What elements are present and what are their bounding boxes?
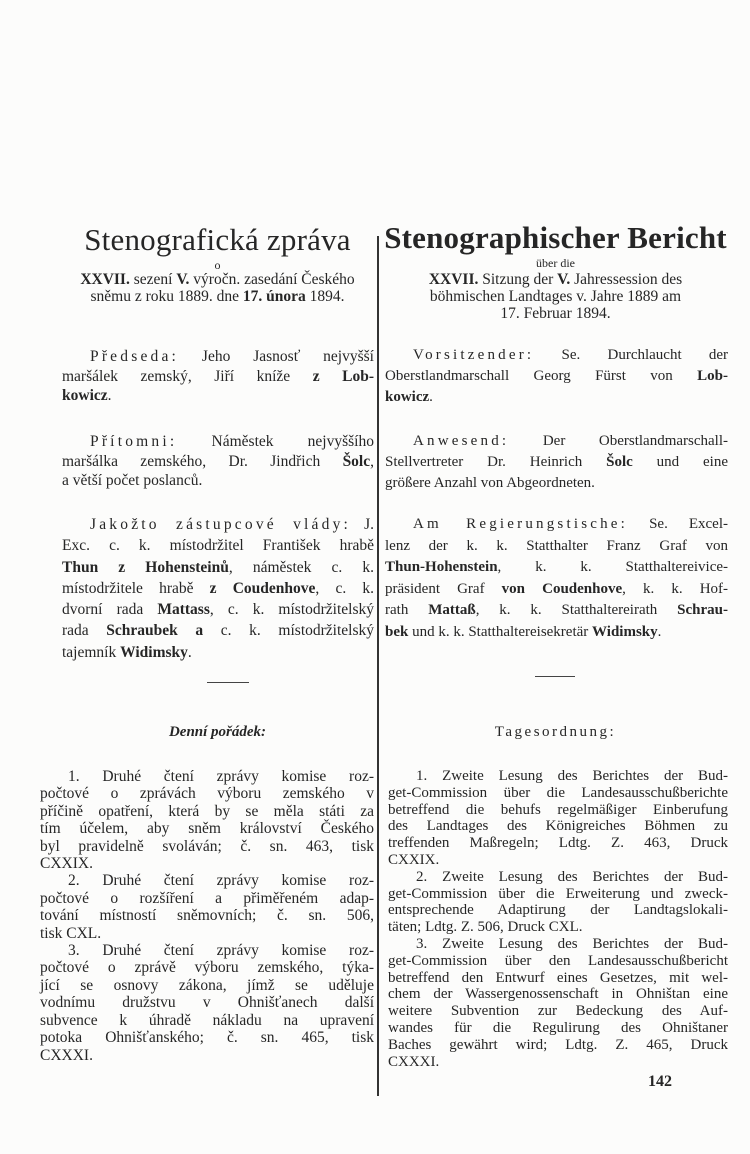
text-line bbox=[388, 1037, 728, 1054]
german-title: Stenographischer Bericht bbox=[384, 220, 727, 255]
text-run: 1. Druhé čtení zprávy komise roz- bbox=[68, 768, 374, 785]
bold-name: z Coudenhove bbox=[209, 579, 316, 597]
text-line bbox=[385, 579, 728, 601]
german-regierung bbox=[385, 514, 728, 643]
text-run: subvence k úhradě nákladu na upravení bbox=[40, 1011, 374, 1029]
czech-separator bbox=[207, 682, 249, 683]
text-run: . bbox=[657, 623, 662, 640]
bold-name: von Coudenhove bbox=[501, 580, 623, 597]
text-run: Oberstlandmarschall Georg Fürst von bbox=[385, 368, 698, 384]
german-agenda bbox=[388, 768, 728, 1070]
text-run: CXXIX. bbox=[40, 855, 93, 873]
agenda-item bbox=[388, 768, 728, 869]
text-run: Sitzung der bbox=[478, 271, 558, 288]
bold-name: Mattaß bbox=[428, 602, 476, 618]
bold-name: z Lob- bbox=[312, 367, 374, 385]
czech-pritomni bbox=[62, 432, 374, 491]
text-line bbox=[385, 557, 728, 579]
text-run: get-Commission über den Landesausschußbericht bbox=[388, 952, 728, 969]
text-line bbox=[62, 642, 374, 663]
text-run: böhmischen Landtages v. Jahre 1889 am bbox=[429, 288, 682, 305]
text-run: , c. k. místodržitelský bbox=[209, 601, 375, 619]
text-run: Exc. c. k. místodržitel František hrabě bbox=[62, 537, 374, 555]
text-line bbox=[62, 386, 374, 406]
bold-name: Schraubek a bbox=[106, 622, 204, 640]
text-run: betreffend den Entwurf eines Gesetzes, mit wel- bbox=[388, 969, 728, 986]
text-run: 17. Februar 1894. bbox=[500, 305, 611, 322]
agenda-item bbox=[40, 872, 374, 942]
text-run: get-Commission über die Erweiterung und zweck- bbox=[388, 885, 728, 902]
german-header bbox=[383, 271, 728, 322]
text-line bbox=[388, 1003, 728, 1020]
text-line bbox=[40, 959, 374, 976]
text-line bbox=[40, 820, 374, 837]
text-run: und eine bbox=[632, 454, 729, 470]
czech-agenda bbox=[40, 768, 374, 1064]
agenda-item bbox=[388, 869, 728, 936]
text-line bbox=[388, 785, 728, 802]
text-run: dvorní rada bbox=[62, 601, 158, 619]
text-run: lenz der k. k. Statthalter Franz Graf von bbox=[385, 537, 728, 554]
text-line bbox=[40, 855, 374, 872]
text-run: sezení bbox=[129, 271, 177, 288]
text-line bbox=[60, 271, 375, 288]
text-run: chem der Wassergenossenschaft in Ohništan eine bbox=[388, 986, 728, 1003]
text-run: místodržitele hrabě bbox=[62, 579, 210, 597]
text-run: Se. Durchlaucht der bbox=[534, 347, 728, 363]
text-run: jící se osnovy zákona, jímž se uděluje bbox=[40, 976, 374, 994]
text-run: Se. Excel- bbox=[628, 516, 729, 532]
bold-name: Widimsky bbox=[120, 643, 188, 661]
text-line bbox=[40, 1012, 374, 1029]
text-run: 3. Zweite Lesung des Berichtes der Bud- bbox=[416, 935, 728, 952]
text-run: příčině opatření, která by se měla státi za bbox=[40, 802, 374, 820]
text-run: und k. k. Statthaltereisekretär bbox=[408, 623, 593, 640]
text-run: , k. k. Statthaltereivice- bbox=[497, 559, 728, 575]
text-line bbox=[388, 919, 728, 936]
text-run: tování místností sněmovních; č. sn. 506, bbox=[40, 907, 374, 925]
text-run: byl pravidelně svoláván; č. sn. 463, tisk bbox=[40, 837, 374, 855]
text-line bbox=[40, 1029, 374, 1046]
text-run: CXXXI. bbox=[388, 1053, 440, 1070]
text-run: Jahressession des bbox=[570, 271, 683, 288]
text-line bbox=[40, 768, 374, 785]
text-line bbox=[40, 925, 374, 942]
text-line bbox=[385, 622, 728, 644]
text-line bbox=[40, 803, 374, 820]
text-line bbox=[385, 536, 728, 558]
text-line bbox=[40, 977, 374, 994]
text-run: c. k. místodržitelský bbox=[203, 622, 374, 640]
text-line bbox=[388, 768, 728, 785]
german-subtitle: über die bbox=[536, 256, 575, 270]
text-line bbox=[385, 600, 728, 622]
text-line bbox=[383, 271, 728, 288]
czech-agenda-heading: Denní pořádek: bbox=[168, 724, 267, 740]
german-agenda-heading: Tagesordnung: bbox=[494, 724, 617, 740]
text-run: 3. Druhé čtení zprávy komise roz- bbox=[68, 942, 374, 960]
spaced-label: Anwesend: bbox=[413, 433, 510, 449]
czech-header bbox=[60, 271, 375, 305]
text-line bbox=[388, 869, 728, 886]
text-run: treffenden Maßregeln; Ldtg. Z. 463, Druck bbox=[388, 835, 728, 852]
bold-name: Šolc bbox=[342, 452, 371, 470]
text-line bbox=[60, 288, 375, 305]
text-run: Baches gewährt wird; Ldtg. Z. 465, Druck bbox=[388, 1036, 728, 1053]
text-line bbox=[385, 387, 728, 408]
german-anwesend bbox=[385, 431, 728, 494]
bold-name: Widimsky bbox=[592, 623, 658, 640]
text-run: a větší počet poslanců. bbox=[62, 472, 203, 489]
text-line bbox=[62, 578, 374, 599]
text-line bbox=[62, 432, 374, 452]
bold-name: Thun-Hohenstein bbox=[385, 559, 498, 575]
text-line bbox=[40, 907, 374, 924]
text-line bbox=[62, 620, 374, 641]
text-line bbox=[62, 599, 374, 620]
text-run: potoka Ohnišťanského; č. sn. 465, tisk bbox=[40, 1029, 374, 1047]
bold-name: Lob- bbox=[697, 368, 728, 384]
bold-name: kowicz bbox=[62, 387, 108, 404]
bold-name: 17. února bbox=[242, 288, 306, 305]
text-run: J. bbox=[351, 516, 374, 533]
bold-name: kowicz bbox=[385, 389, 430, 405]
text-run: sněmu z roku 1889. dne bbox=[90, 288, 243, 305]
text-line bbox=[383, 288, 728, 305]
text-run: . bbox=[107, 387, 112, 404]
spaced-label: Am Regierungstische: bbox=[413, 516, 629, 532]
czech-vlada bbox=[62, 514, 374, 663]
text-run: tajemník bbox=[62, 643, 121, 661]
text-line bbox=[40, 872, 374, 889]
text-run: entsprechende Adaptirung der Landtagslokali- bbox=[388, 902, 728, 919]
text-run: výročn. zasedání Českého bbox=[189, 271, 355, 288]
text-run: počtové o zprávách výboru zemského v bbox=[40, 785, 374, 803]
text-line bbox=[385, 452, 728, 473]
text-run: präsident Graf bbox=[385, 580, 502, 597]
text-run: maršálek zemský, Jiří kníže bbox=[62, 367, 313, 385]
agenda-item bbox=[40, 942, 374, 1064]
text-line bbox=[385, 473, 728, 494]
text-run: maršálka zemského, Dr. Jindřich bbox=[62, 452, 343, 470]
bold-name: XXVII. bbox=[428, 271, 479, 288]
text-run: des Landtages des Königreiches Böhmen zu bbox=[388, 818, 728, 835]
text-run: CXXIX. bbox=[388, 851, 440, 868]
text-run: , k. k. Hof- bbox=[622, 580, 729, 597]
text-run: tím účelem, aby sněm království Českého bbox=[40, 820, 374, 838]
text-line bbox=[388, 970, 728, 987]
czech-predseda bbox=[62, 347, 374, 406]
text-line bbox=[40, 942, 374, 959]
text-line bbox=[388, 835, 728, 852]
text-line bbox=[62, 471, 374, 491]
german-separator bbox=[535, 676, 575, 677]
text-run: 2. Zweite Lesung des Berichtes der Bud- bbox=[416, 868, 728, 885]
spaced-label: Jakožto zástupcové vlády: bbox=[90, 516, 352, 533]
text-run: počtové o rozšíření a přiměřeném adap- bbox=[40, 889, 374, 907]
text-line bbox=[40, 785, 374, 802]
text-run: vodnímu družstvu v Ohnišťanech další bbox=[40, 994, 374, 1012]
page-number: 142 bbox=[648, 1073, 672, 1090]
text-run: betreffend die behufs regelmäßiger Einberufung bbox=[388, 801, 728, 818]
text-line bbox=[388, 818, 728, 835]
text-run: Stellvertreter Dr. Heinrich bbox=[385, 454, 607, 470]
text-line bbox=[62, 347, 374, 367]
text-line bbox=[62, 367, 374, 387]
text-line bbox=[388, 902, 728, 919]
text-line bbox=[388, 886, 728, 903]
text-line bbox=[385, 431, 728, 452]
text-line bbox=[40, 838, 374, 855]
text-run: weitere Subvention zur Bedeckung des Auf- bbox=[388, 1003, 728, 1020]
spaced-label: Vorsitzender: bbox=[413, 347, 535, 363]
agenda-item bbox=[40, 768, 374, 872]
bold-name: Šolc bbox=[606, 454, 633, 470]
text-run: Náměstek nejvyššího bbox=[177, 433, 374, 450]
text-line bbox=[388, 953, 728, 970]
text-line bbox=[383, 305, 728, 322]
text-run: rada bbox=[62, 622, 107, 640]
text-run: . bbox=[429, 389, 433, 405]
text-run: wandes für die Regulirung des Ohništaner bbox=[388, 1019, 728, 1036]
text-run: , bbox=[370, 452, 374, 470]
text-line bbox=[62, 535, 374, 556]
bold-name: XXVII. bbox=[80, 271, 130, 288]
bold-name: V. bbox=[176, 271, 190, 288]
column-divider bbox=[377, 236, 379, 1096]
text-run: 1894. bbox=[305, 288, 345, 305]
czech-subtitle: o bbox=[214, 258, 221, 272]
text-run: täten; Ldtg. Z. 506, Druck CXL. bbox=[388, 919, 583, 936]
text-run: 2. Druhé čtení zprávy komise roz- bbox=[68, 872, 374, 890]
bold-name: Schrau- bbox=[677, 602, 728, 618]
text-run: 1. Zweite Lesung des Berichtes der Bud- bbox=[416, 768, 728, 784]
spaced-label: Předseda: bbox=[90, 348, 180, 365]
text-line bbox=[62, 514, 374, 535]
text-run: , c. k. bbox=[315, 579, 374, 597]
text-line bbox=[62, 557, 374, 578]
text-line bbox=[62, 452, 374, 472]
bold-name: bek bbox=[385, 623, 409, 640]
text-run: tisk CXL. bbox=[40, 924, 102, 942]
text-line bbox=[385, 514, 728, 536]
text-run: , k. k. Statthaltereirath bbox=[475, 602, 678, 618]
text-run: Jeho Jasnosť nejvyšší bbox=[179, 348, 374, 365]
spaced-label: Přítomni: bbox=[90, 433, 178, 450]
text-line bbox=[40, 890, 374, 907]
text-line bbox=[388, 1054, 728, 1071]
text-line bbox=[388, 852, 728, 869]
text-run: . bbox=[187, 643, 192, 661]
text-line bbox=[388, 1020, 728, 1037]
text-line bbox=[388, 986, 728, 1003]
text-run: , náměstek c. k. bbox=[228, 558, 374, 576]
text-line bbox=[388, 936, 728, 953]
agenda-item bbox=[388, 936, 728, 1070]
bold-name: V. bbox=[557, 271, 571, 288]
text-run: počtové o zprávě výboru zemského, týka- bbox=[40, 959, 374, 977]
bold-name: Mattass bbox=[157, 601, 210, 619]
text-run: rath bbox=[385, 602, 429, 618]
text-run: CXXXI. bbox=[40, 1046, 93, 1064]
text-line bbox=[385, 345, 728, 366]
german-vorsitzender bbox=[385, 345, 728, 408]
text-run: Der Oberstlandmarschall- bbox=[509, 433, 728, 449]
text-line bbox=[388, 802, 728, 819]
czech-title: Stenografická zpráva bbox=[84, 222, 351, 257]
text-line bbox=[385, 366, 728, 387]
text-run: größere Anzahl von Abgeordneten. bbox=[385, 475, 595, 491]
text-line bbox=[40, 1047, 374, 1064]
text-line bbox=[40, 994, 374, 1011]
text-run: get-Commission über die Landesausschußberichte bbox=[388, 784, 728, 801]
bold-name: Thun z Hohensteinů bbox=[62, 558, 229, 576]
